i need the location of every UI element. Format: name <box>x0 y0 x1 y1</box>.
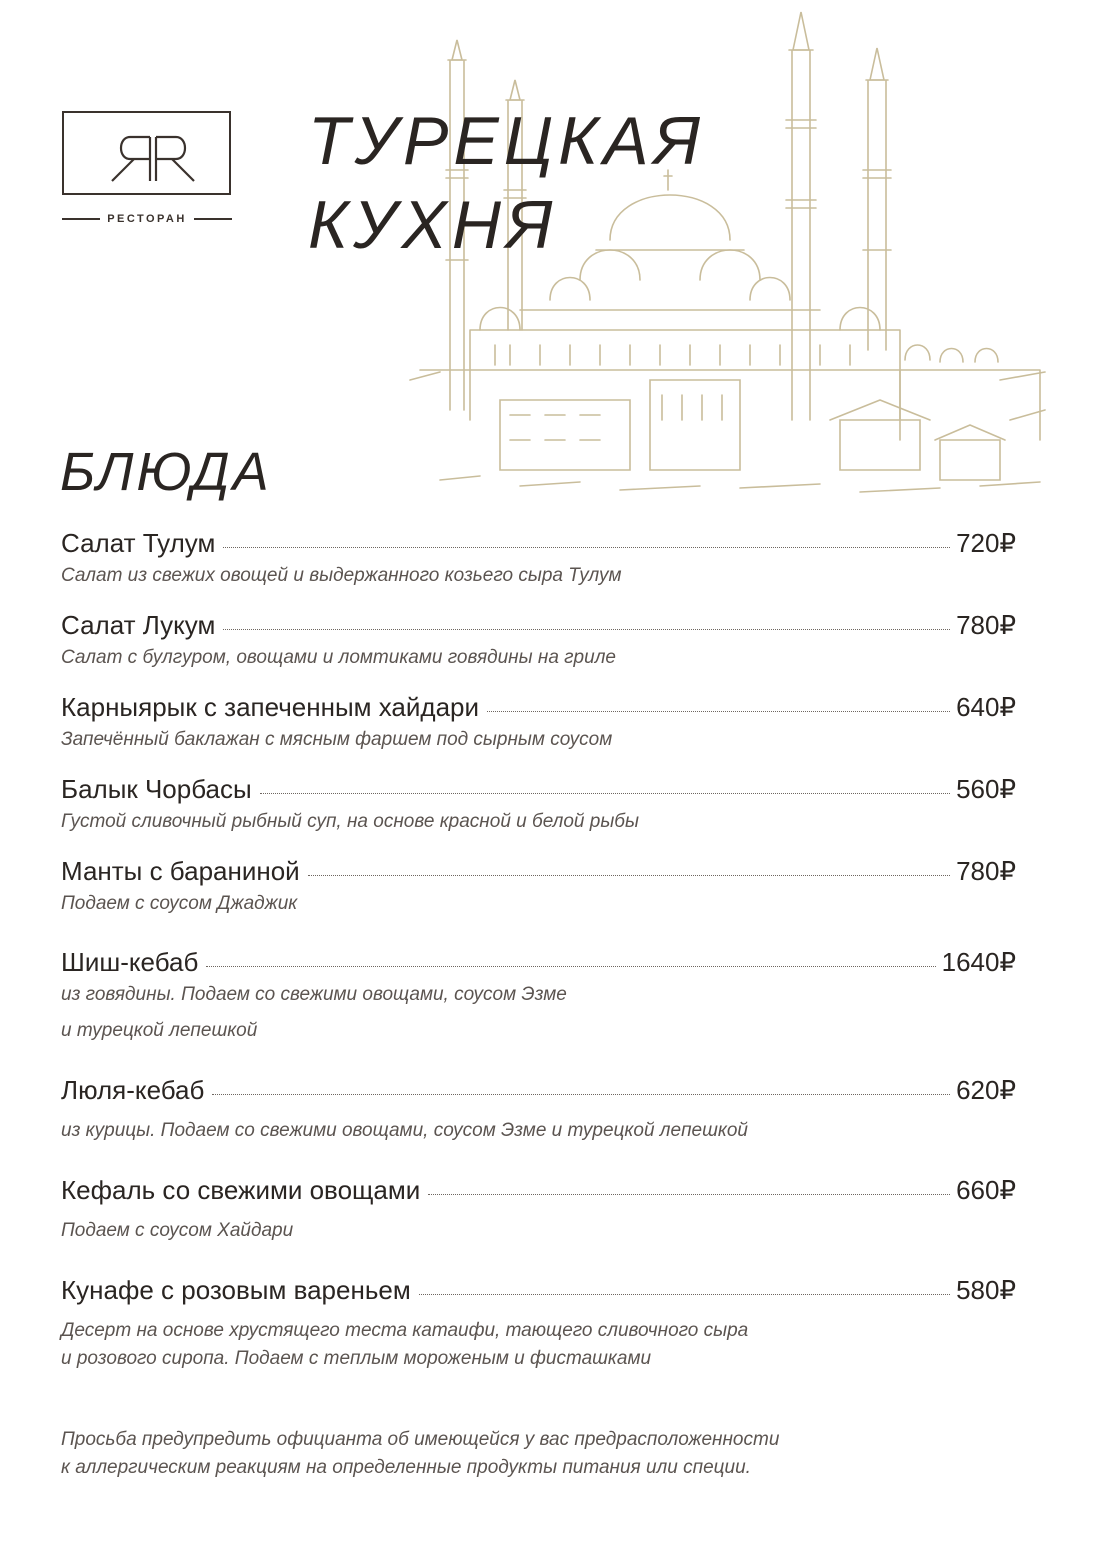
monogram-icon <box>64 113 233 197</box>
restaurant-logo <box>62 111 231 195</box>
item-description: Подаем с соусом Хайдари <box>61 1220 294 1241</box>
footnote-line: к аллергическим реакциям на определенные продукты питания или специи. <box>61 1457 751 1478</box>
menu-item <box>61 528 1016 590</box>
dot-leader <box>487 711 950 712</box>
item-price: 620₽ <box>956 1075 1016 1105</box>
item-description: Салат с булгуром, овощами и ломтиками говядины на гриле <box>61 647 616 668</box>
page-title <box>308 99 705 267</box>
item-price: 580₽ <box>956 1275 1016 1305</box>
dot-leader <box>223 547 950 548</box>
item-description: Подаем с соусом Джаджик <box>61 893 298 914</box>
item-price: 560₽ <box>956 774 1016 804</box>
menu-item <box>61 856 1016 918</box>
item-name: Люля-кебаб <box>61 1075 205 1105</box>
item-price: 660₽ <box>956 1175 1016 1205</box>
dot-leader <box>308 875 950 876</box>
item-name: Салат Лукум <box>61 610 216 640</box>
item-name: Кефаль со свежими овощами <box>61 1175 421 1205</box>
menu-item <box>61 610 1016 672</box>
section-title: БЛЮДА <box>60 442 272 502</box>
item-price: 720₽ <box>956 528 1016 558</box>
dot-leader <box>206 966 935 967</box>
dot-leader <box>260 793 950 794</box>
item-description: Запечённый баклажан с мясным фаршем под сырным соусом <box>61 729 613 750</box>
item-description: и турецкой лепешкой <box>61 1020 258 1041</box>
logo-word: РЕСТОРАН <box>107 213 187 225</box>
item-price: 640₽ <box>956 692 1016 722</box>
title-line-2: КУХНЯ <box>308 187 558 263</box>
item-price: 780₽ <box>956 610 1016 640</box>
item-name: Манты с бараниной <box>61 856 300 886</box>
item-description: из говядины. Подаем со свежими овощами, соусом Эзме <box>61 984 567 1005</box>
menu-item <box>61 947 1016 1045</box>
logo-caption <box>62 207 232 231</box>
dot-leader <box>212 1094 950 1095</box>
item-price: 1640₽ <box>941 947 1016 977</box>
logo-rule-right <box>194 218 232 220</box>
menu-item <box>61 774 1016 836</box>
item-name: Шиш-кебаб <box>61 947 199 977</box>
item-name: Карныярык с запеченным хайдари <box>61 692 480 722</box>
item-name: Кунафе с розовым вареньем <box>61 1275 411 1305</box>
dot-leader <box>428 1194 950 1195</box>
item-name: Салат Тулум <box>61 528 216 558</box>
menu-item <box>61 692 1016 754</box>
item-description: Густой сливочный рыбный суп, на основе красной и белой рыбы <box>61 811 639 832</box>
menu-item <box>61 1175 1016 1245</box>
menu-item <box>61 1075 1016 1145</box>
item-price: 780₽ <box>956 856 1016 886</box>
item-description: и розового сиропа. Подаем с теплым мороженым и фисташками <box>61 1348 652 1369</box>
item-description: Десерт на основе хрустящего теста катаифи, тающего сливочного сыра <box>61 1320 749 1341</box>
item-name: Балык Чорбасы <box>61 774 252 804</box>
item-description: из курицы. Подаем со свежими овощами, соусом Эзме и турецкой лепешкой <box>61 1120 748 1141</box>
allergy-note <box>61 1426 779 1482</box>
footnote-line: Просьба предупредить официанта об имеющейся у вас предрасположенности <box>61 1429 780 1450</box>
menu-item <box>61 1275 1016 1373</box>
title-line-1: ТУРЕЦКАЯ <box>308 103 705 179</box>
item-description: Салат из свежих овощей и выдержанного козьего сыра Тулум <box>61 565 622 586</box>
dot-leader <box>419 1294 950 1295</box>
dot-leader <box>223 629 950 630</box>
logo-rule-left <box>62 218 100 220</box>
